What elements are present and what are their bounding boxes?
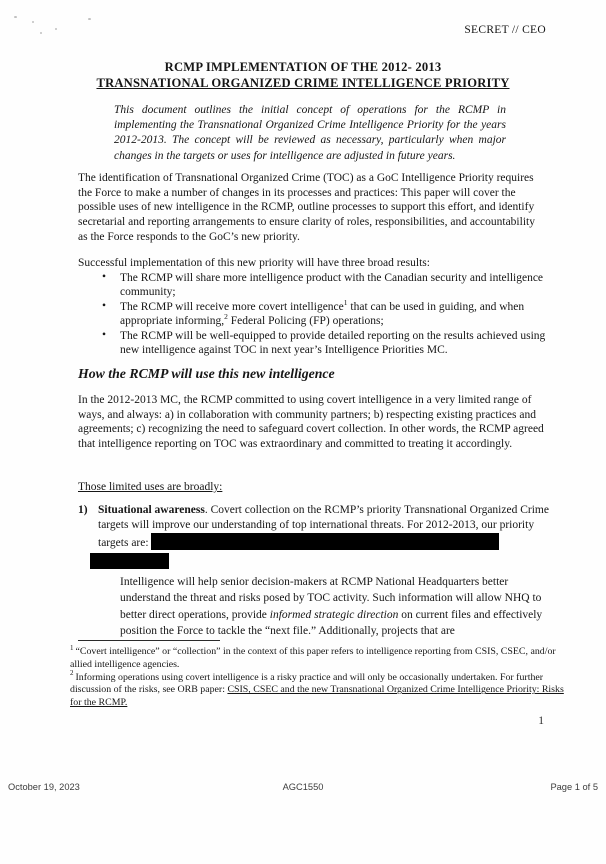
footer-page-label: Page 1 of 5: [550, 782, 598, 792]
emphasized-phrase: informed strategic direction: [269, 608, 399, 621]
limited-uses-label: Those limited uses are broadly:: [78, 481, 223, 493]
footnote-separator: [78, 640, 220, 641]
item-text: . Covert collection on the RCMP’s priority Transnational Organized Crime targets will improve our understanding of top international threats. For 2012-2013, our priority targets are:: [98, 504, 549, 549]
paragraph-identification: The identification of Transnational Organized Crime (TOC) as a GoC Intelligence Priority requires the Force to make a number of changes in its processes and practices: This paper will cover the possible uses of new intelligence in the RCMP, outline processes to support this effort, and identify secretarial and reporting arrangements to ensure clarity of roles, responsibilities, and accountability as the Force responds to the GoC’s new priority.: [78, 172, 535, 243]
referenced-paper-title: CSIS, CSEC and the new Transnational Organized Crime Intelligence Priority: Risks for the RCMP.: [70, 684, 564, 709]
numbered-item-situational-awareness: [78, 503, 560, 569]
title-line-1: RCMP IMPLEMENTATION OF THE 2012- 2013: [164, 60, 442, 74]
situational-detail-paragraph: [120, 574, 546, 639]
paragraph-text: on current files and effectively position the Force to tackle the “next file.” Additionally, projects that are: [120, 608, 543, 637]
classification-marking: SECRET // CEO: [464, 24, 546, 36]
list-item-text: Federal Policing (FP) operations;: [227, 315, 384, 328]
bullet-icon: •: [102, 328, 107, 341]
item-number: 1): [78, 504, 88, 516]
list-item-text: The RCMP will be well-equipped to provide detailed reporting on the results achieved using new intelligence against TOC in next year’s Intelligence Priorities MC.: [120, 329, 546, 357]
list-item-text: The RCMP will share more intelligence product with the Canadian security and intelligence community;: [120, 272, 544, 299]
scan-artifact: [55, 28, 57, 30]
scan-artifact: [40, 32, 42, 34]
results-intro-line: Successful implementation of this new priority will have three broad results:: [78, 257, 430, 269]
footnote-1: [70, 643, 566, 672]
paragraph-text: Intelligence will help senior decision-makers at RCMP National Headquarters better understand the threat and risks posed by TOC activity. Such information will allow NHQ to better direct operations, provide: [120, 576, 542, 621]
footer-doc-id: AGC1550: [282, 782, 324, 792]
scan-artifact: [14, 16, 17, 18]
abstract-paragraph: This document outlines the initial concept of operations for the RCMP in implementing the Transnational Organized Crime Intelligence Priority for the years 2012-2013. The concept will be reviewed as necessary, particularly when major changes in the targets or uses for intelligence are adjusted in future years.: [114, 104, 506, 162]
list-item-text: that can be used in guiding, and when appropriate informing,: [120, 300, 525, 328]
footnote-reference: 2: [224, 312, 228, 322]
bullet-icon: •: [102, 271, 107, 283]
page-footer: [8, 782, 598, 796]
list-item: [78, 329, 552, 358]
list-item: [78, 271, 552, 300]
page-number: 1: [538, 715, 544, 727]
scan-artifact: [88, 18, 91, 20]
paragraph-mc-commitment: In the 2012-2013 MC, the RCMP committed to using covert intelligence in a very limited range of ways, and always: a) in collaboration with community partners; b) respecting existing practices and agreements; c) recognizing the need to safeguard covert collection. In other words, the RCMP agreed that intelligence reporting on TOC was extraordinary and committed to treating it accordingly.: [78, 394, 544, 451]
bullet-icon: •: [102, 299, 107, 312]
scan-artifact: [32, 21, 34, 23]
footnote-text: Informing operations using covert intelligence is a risky practice and will only be occasionally undertaken. For further discussion of the risks, see ORB paper:: [70, 671, 544, 696]
item-lead-bold: Situational awareness: [98, 504, 205, 516]
list-item-text: The RCMP will receive more covert intelligence: [120, 300, 344, 313]
results-list: [78, 271, 552, 357]
footnote-marker: 2: [70, 669, 74, 678]
title-line-2: TRANSNATIONAL ORGANIZED CRIME INTELLIGENCE PRIORITY: [96, 75, 510, 90]
footnote-marker: 1: [70, 643, 74, 652]
redaction-bar: [151, 533, 499, 550]
list-item: [78, 297, 552, 329]
footer-date: October 19, 2023: [8, 782, 80, 792]
footnote-reference: 1: [343, 297, 348, 307]
footnote-2: [70, 669, 566, 710]
footnote-text: “Covert intelligence” or “collection” in the context of this paper refers to intelligence reporting from CSIS, CSEC, and/or allied intelligence agencies.: [70, 646, 556, 670]
footnotes: [70, 643, 566, 710]
section-heading: How the RCMP will use this new intelligence: [78, 366, 335, 381]
redaction-bar: [90, 553, 169, 569]
document-title: [0, 60, 606, 91]
